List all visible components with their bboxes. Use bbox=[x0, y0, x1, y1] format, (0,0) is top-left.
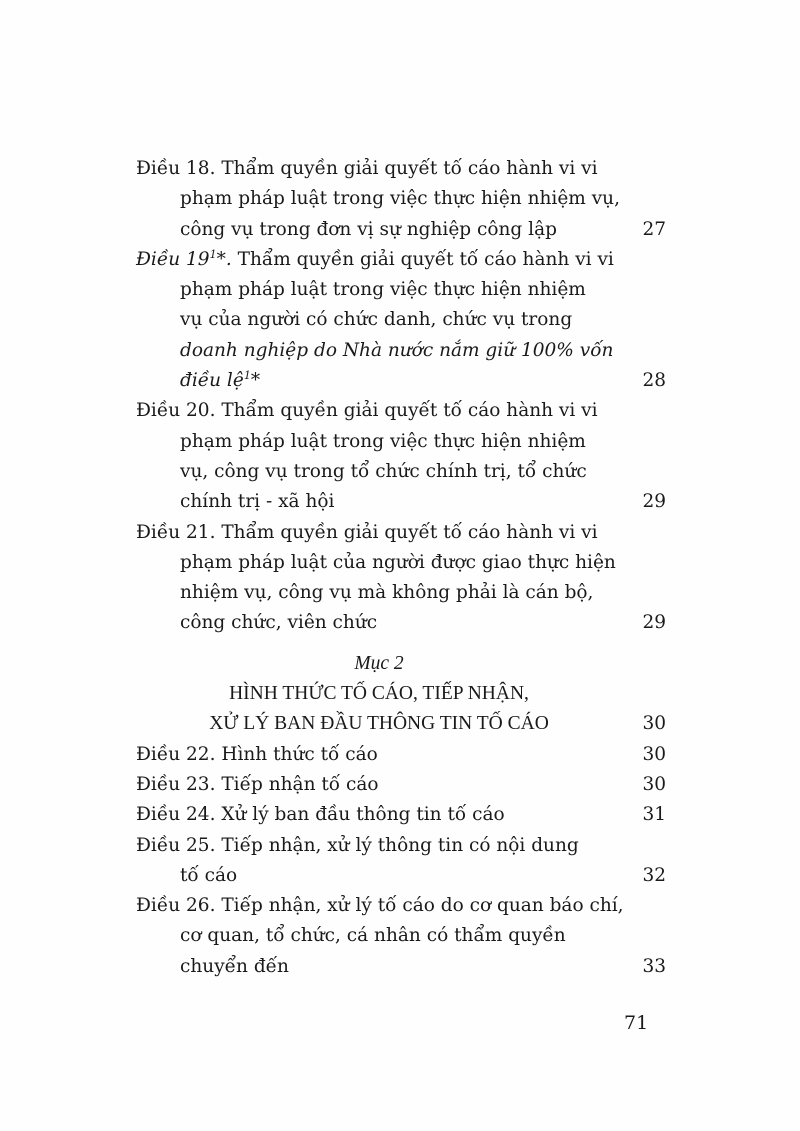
entry-title-line bbox=[136, 275, 666, 305]
entry-title-start: Tiếp nhận, xử lý tố cáo do cơ quan báo chí, bbox=[221, 895, 624, 917]
entry-title-text: vụ của người có chức danh, chức vụ trong bbox=[180, 309, 573, 331]
entry-page-number: 32 bbox=[642, 864, 666, 886]
section-page-number: 30 bbox=[642, 713, 666, 735]
toc-entry-dieu-25 bbox=[136, 831, 666, 892]
entry-label-sup: 1 bbox=[209, 247, 217, 261]
entry-title-sup: 1 bbox=[243, 368, 251, 382]
entry-title-line bbox=[136, 427, 666, 457]
entry-title-text: vụ, công vụ trong tổ chức chính trị, tổ chức bbox=[180, 460, 587, 482]
toc-entry-dieu-22 bbox=[136, 740, 666, 770]
entry-title-text: cơ quan, tổ chức, cá nhân có thẩm quyền bbox=[180, 925, 566, 947]
entry-title-start: Thẩm quyền giải quyết tố cáo hành vi vi bbox=[221, 400, 598, 422]
entry-first-line bbox=[136, 245, 666, 275]
entry-page-number: 27 bbox=[642, 218, 666, 240]
toc-entry-dieu-19 bbox=[136, 245, 666, 396]
entry-title-text: điều lệ bbox=[180, 370, 244, 392]
entry-title-start: Tiếp nhận tố cáo bbox=[221, 773, 379, 795]
entry-title-text: phạm pháp luật trong việc thực hiện nhiệm vụ, bbox=[180, 188, 620, 210]
entry-title-start: Thẩm quyền giải quyết tố cáo hành vi vi bbox=[221, 158, 598, 179]
entry-first-line bbox=[136, 396, 666, 426]
section-label: Mục 2 bbox=[354, 652, 404, 674]
entry-title-line bbox=[136, 921, 666, 951]
entry-page-number: 30 bbox=[642, 773, 666, 795]
entry-label: Điều 22. bbox=[136, 743, 216, 765]
section-title-line: HÌNH THỨC TỐ CÁO, TIẾP NHẬN, bbox=[229, 683, 529, 705]
entry-first-line bbox=[136, 518, 666, 548]
entry-title-text: phạm pháp luật của người được giao thực hiện bbox=[180, 551, 616, 573]
entry-title-text: nhiệm vụ, công vụ mà không phải là cán bộ, bbox=[180, 582, 594, 604]
entry-label: Điều 24. bbox=[136, 804, 216, 826]
entry-label: Điều 20. bbox=[136, 400, 216, 422]
entry-label-suffix: *. bbox=[216, 248, 232, 270]
toc-entry-dieu-23 bbox=[136, 770, 666, 800]
entry-title-start: Thẩm quyền giải quyết tố cáo hành vi vi bbox=[237, 248, 614, 270]
toc-entry-dieu-26 bbox=[136, 891, 666, 982]
section-title-line: XỬ LÝ BAN ĐẦU THÔNG TIN TỐ CÁO bbox=[209, 713, 549, 735]
toc-entry-dieu-18 bbox=[136, 154, 666, 245]
entry-title-text: chuyển đến bbox=[180, 955, 289, 977]
entry-page-number: 31 bbox=[642, 804, 666, 826]
entry-title-start: Hình thức tố cáo bbox=[221, 743, 378, 765]
entry-first-line bbox=[136, 831, 666, 861]
entry-label: Điều 21. bbox=[136, 521, 216, 543]
entry-page-number: 29 bbox=[642, 612, 666, 634]
entry-title-line bbox=[136, 487, 666, 517]
entry-title-text: doanh nghiệp do Nhà nước nắm giữ 100% vốn bbox=[180, 339, 614, 361]
toc-entry-dieu-20 bbox=[136, 396, 666, 517]
entry-first-line bbox=[136, 740, 666, 770]
entry-title-text: phạm pháp luật trong việc thực hiện nhiệm bbox=[180, 279, 586, 301]
toc-entry-dieu-21 bbox=[136, 518, 666, 639]
entry-title-line bbox=[136, 548, 666, 578]
entry-page-number: 28 bbox=[642, 370, 666, 392]
section-heading bbox=[136, 649, 666, 740]
entry-title-line bbox=[136, 336, 666, 366]
entry-title-line bbox=[136, 578, 666, 608]
entry-title-line bbox=[136, 952, 666, 982]
entry-title-start: Thẩm quyền giải quyết tố cáo hành vi vi bbox=[221, 521, 598, 543]
entry-title-start: Xử lý ban đầu thông tin tố cáo bbox=[221, 804, 505, 826]
entry-title-line bbox=[136, 184, 666, 214]
entry-title-text: chính trị - xã hội bbox=[180, 491, 335, 513]
entry-title-line bbox=[136, 305, 666, 335]
entry-title-line bbox=[136, 215, 666, 245]
entry-first-line bbox=[136, 800, 666, 830]
entry-title-start: Tiếp nhận, xử lý thông tin có nội dung bbox=[221, 834, 579, 856]
entry-title-text: phạm pháp luật trong việc thực hiện nhiệm bbox=[180, 430, 586, 452]
entry-title-line bbox=[136, 457, 666, 487]
entry-label: Điều 23. bbox=[136, 773, 216, 795]
entry-label: Điều $19^1*$. bbox=[136, 247, 232, 270]
entry-page-number: 33 bbox=[642, 955, 666, 977]
entry-title-line bbox=[136, 366, 666, 396]
entry-title-line bbox=[136, 608, 666, 638]
entry-page-number: 30 bbox=[642, 743, 666, 765]
entry-title-line bbox=[136, 861, 666, 891]
toc-entry-dieu-24 bbox=[136, 800, 666, 830]
entry-title-text: công vụ trong đơn vị sự nghiệp công lập bbox=[180, 218, 557, 240]
entry-title-text: tố cáo bbox=[180, 864, 238, 886]
entry-first-line bbox=[136, 154, 666, 184]
entry-label: Điều 25. bbox=[136, 834, 216, 856]
page-number: 71 bbox=[624, 1012, 649, 1034]
entry-first-line bbox=[136, 891, 666, 921]
entry-label: Điều 18. bbox=[136, 158, 216, 179]
entry-title-suffix: * bbox=[250, 370, 261, 392]
entry-page-number: 29 bbox=[642, 491, 666, 513]
entry-first-line bbox=[136, 770, 666, 800]
entry-title-text: công chức, viên chức bbox=[180, 612, 378, 634]
entry-label: Điều 26. bbox=[136, 895, 216, 917]
table-of-contents bbox=[136, 154, 666, 982]
